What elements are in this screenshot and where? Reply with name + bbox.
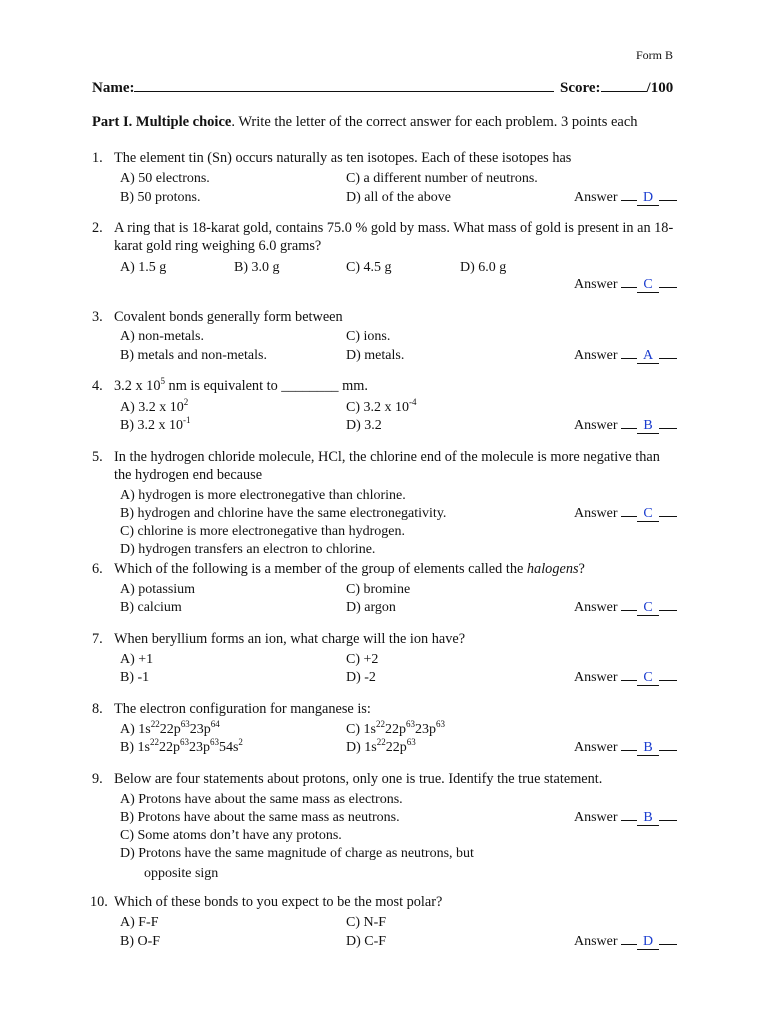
answer-value: D	[637, 935, 659, 950]
option-c[interactable]: C) 3.2 x $10^{-4}$	[346, 397, 417, 415]
question-2: 2. A ring that is 18-karat gold, contains 75.0 % gold by mass. What mass of gold is present in an 18-karat gold ring weighing 6.0 grams?	[92, 220, 674, 254]
answer-value: B	[637, 811, 659, 826]
answer-value: C	[637, 278, 659, 293]
question-text: Below are four statements about protons, only one is true. Identify the true statement.	[114, 771, 603, 787]
option-d[interactable]: D) metals.	[346, 348, 405, 363]
question-1: 1. The element tin (Sn) occurs naturally as ten isotopes. Each of these isotopes has	[92, 149, 674, 167]
option-b[interactable]: B) 50 protons.	[120, 190, 201, 205]
option-c[interactable]: C) 4.5 g	[346, 260, 392, 275]
config-d: $1s^{22}22p^{63}$	[364, 737, 416, 755]
option-b[interactable]: B) O-F	[120, 934, 161, 949]
option-d[interactable]: D) 6.0 g	[460, 260, 507, 275]
option-d[interactable]: D) C-F	[346, 934, 387, 949]
answer-value: C	[637, 601, 659, 616]
option-a[interactable]: A) $1s^{22}22p^{63}23p^{64}$	[120, 719, 220, 737]
question-5: 5. In the hydrogen chloride molecule, HCl, the chlorine end of the molecule is more negative than the hydrogen end because	[92, 448, 674, 484]
question-8: 8. The electron configuration for manganese is:	[92, 700, 674, 718]
question-text: When beryllium forms an ion, what charge will the ion have?	[114, 631, 466, 647]
answer-field[interactable]: Answer C	[574, 507, 677, 522]
option-b[interactable]: B) metals and non-metals.	[120, 348, 267, 363]
option-d[interactable]: D) 3.2	[346, 418, 382, 433]
option-c[interactable]: C) a different number of neutrons.	[346, 171, 538, 186]
question-9: 9. Below are four statements about protons, only one is true. Identify the true statement.	[92, 770, 674, 788]
question-6: 6. Which of the following is a member of the group of elements called the halogens?	[92, 560, 674, 578]
answer-value: B	[637, 419, 659, 434]
option-a[interactable]: A) potassium	[120, 582, 196, 597]
config-b: $1s^{22}22p^{63}23p^{63}54s^2$	[137, 737, 243, 755]
answer-field[interactable]: Answer C	[574, 601, 677, 616]
question-text: The electron configuration for manganese is:	[114, 701, 371, 717]
answer-field[interactable]: Answer D	[574, 191, 677, 206]
option-a[interactable]: A) 1.5 g	[120, 260, 167, 275]
option-b[interactable]: B) hydrogen and chlorine have the same electronegativity.	[120, 506, 447, 521]
answer-value: C	[637, 507, 659, 522]
question-text: In the hydrogen chloride molecule, HCl, the chlorine end of the molecule is more negative than the hydrogen end because	[114, 449, 660, 483]
score-total: /100	[646, 80, 674, 96]
answer-field[interactable]: Answer D	[574, 935, 677, 950]
option-d[interactable]: D) argon	[346, 600, 396, 615]
score-label: Score:	[560, 80, 601, 96]
option-c[interactable]: C) chlorine is more electronegative than hydrogen.	[120, 524, 405, 539]
option-d[interactable]: D) -2	[346, 670, 376, 685]
name-label: Name:	[92, 80, 135, 96]
option-c[interactable]: C) bromine	[346, 582, 411, 597]
option-a[interactable]: A) 3.2 x $10^2$	[120, 397, 189, 415]
option-d[interactable]: D) Protons have the same magnitude of charge as neutrons, but opposite sign	[120, 846, 474, 881]
option-b[interactable]: B) Protons have about the same mass as neutrons.	[120, 810, 400, 825]
option-a[interactable]: A) non-metals.	[120, 329, 204, 344]
option-a[interactable]: A) 50 electrons.	[120, 171, 210, 186]
answer-value: C	[637, 671, 659, 686]
form-label: Form B	[636, 48, 674, 62]
option-b[interactable]: B) 3.2 x $10^{-1}$	[120, 415, 191, 433]
option-c[interactable]: C) $1s^{22}22p^{63}23p^{63}$	[346, 719, 445, 737]
answer-field[interactable]: Answer B	[574, 741, 677, 756]
question-text: A ring that is 18-karat gold, contains 75.0 % gold by mass. What mass of gold is present in an 18-karat gold ring weighing 6.0 grams?	[114, 220, 674, 254]
question-text: The element tin (Sn) occurs naturally as ten isotopes. Each of these isotopes has	[114, 150, 572, 166]
option-a[interactable]: A) F-F	[120, 915, 159, 930]
config-a: $1s^{22}22p^{63}23p^{64}$	[138, 719, 220, 737]
option-d[interactable]: D) all of the above	[346, 190, 451, 205]
name-field[interactable]	[92, 79, 554, 96]
option-c[interactable]: C) +2	[346, 652, 379, 667]
question-10: 10. Which of these bonds to you expect to be the most polar?	[90, 893, 674, 911]
question-text: Which of these bonds to you expect to be the most polar?	[114, 894, 443, 910]
answer-value: A	[637, 349, 659, 364]
question-7: 7. When beryllium forms an ion, what charge will the ion have?	[92, 630, 674, 648]
option-c[interactable]: C) ions.	[346, 329, 391, 344]
answer-field[interactable]: Answer C	[574, 278, 677, 293]
question-text: Covalent bonds generally form between	[114, 309, 343, 325]
config-c: $1s^{22}22p^{63}23p^{63}$	[363, 719, 445, 737]
instructions-text: . Write the letter of the correct answer for each problem. 3 points each	[231, 114, 638, 130]
question-3: 3. Covalent bonds generally form between	[92, 308, 674, 326]
answer-field[interactable]: Answer B	[574, 419, 677, 434]
answer-value: D	[637, 191, 659, 206]
question-4: 4. 3.2 x $10^5$ nm is equivalent to ________ mm.	[92, 377, 674, 395]
part-title: Part I. Multiple choice	[92, 114, 232, 130]
option-b[interactable]: B) $1s^{22}22p^{63}23p^{63}54s^2$	[120, 737, 243, 755]
option-d[interactable]: D) $1s^{22}22p^{63}$	[346, 737, 416, 755]
option-d[interactable]: D) hydrogen transfers an electron to chlorine.	[120, 542, 376, 557]
answer-field[interactable]: Answer C	[574, 671, 677, 686]
answer-value: B	[637, 741, 659, 756]
score-field[interactable]	[560, 79, 673, 96]
option-b[interactable]: B) calcium	[120, 600, 182, 615]
option-a[interactable]: A) +1	[120, 652, 154, 667]
answer-field[interactable]: Answer B	[574, 811, 677, 826]
option-c[interactable]: C) Some atoms don’t have any protons.	[120, 828, 342, 843]
option-a[interactable]: A) Protons have about the same mass as electrons.	[120, 792, 403, 807]
question-text: Which of the following is a member of the group of elements called the halogens?	[114, 561, 585, 577]
option-b[interactable]: B) 3.0 g	[234, 260, 280, 275]
option-a[interactable]: A) hydrogen is more electronegative than chlorine.	[120, 488, 406, 503]
option-c[interactable]: C) N-F	[346, 915, 387, 930]
question-text: 3.2 x $10^5$ nm is equivalent to ________ mm.	[114, 376, 368, 394]
option-b[interactable]: B) -1	[120, 670, 150, 685]
part-instructions	[92, 115, 638, 130]
answer-field[interactable]: Answer A	[574, 349, 677, 364]
